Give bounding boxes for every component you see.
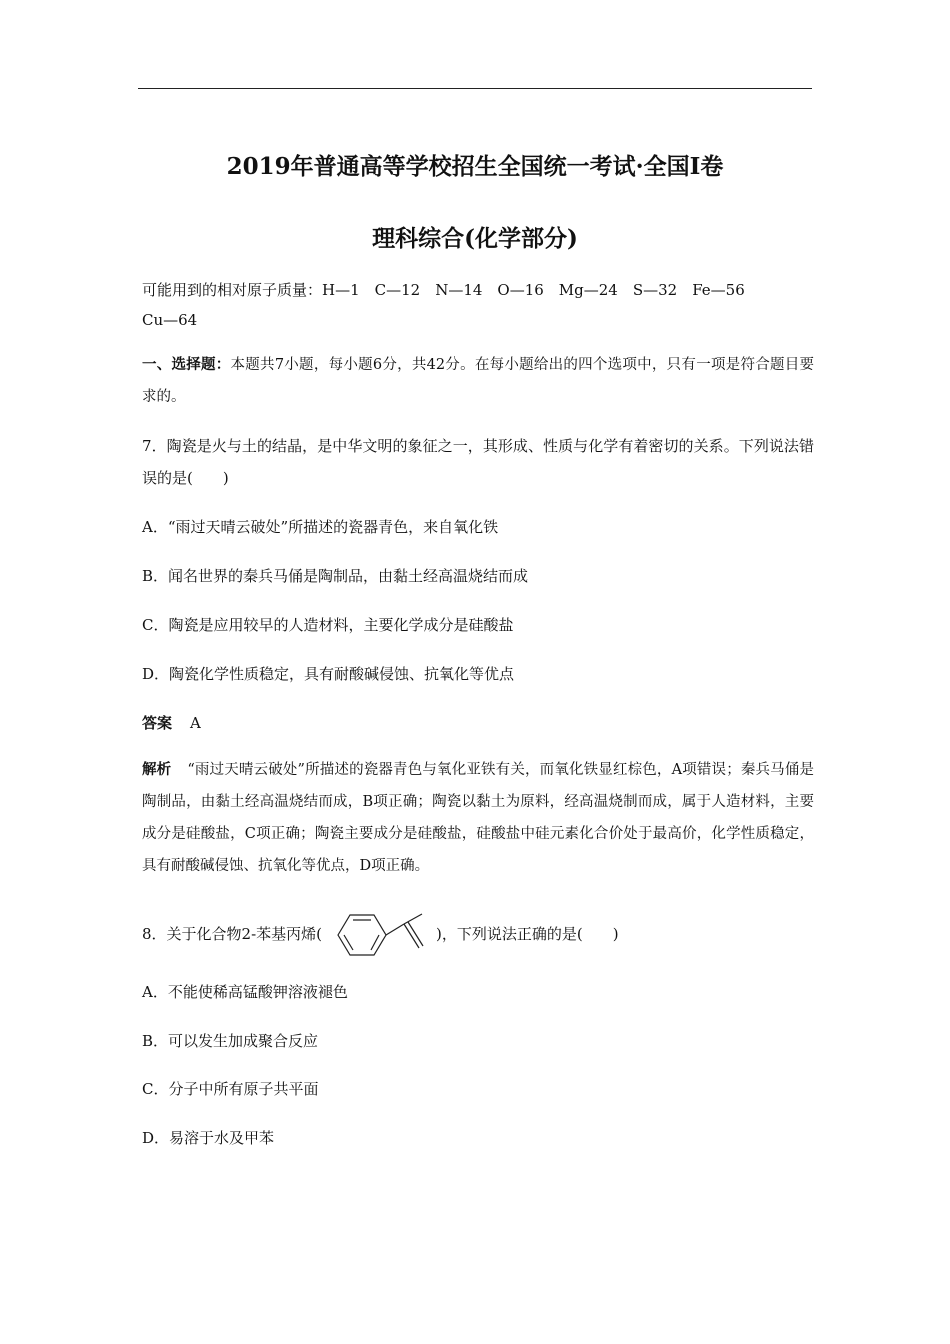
question-8-option-d: D．易溶于水及甲苯	[142, 1129, 275, 1147]
section-label: 一、选择题：	[142, 356, 231, 373]
question-7-answer	[142, 712, 201, 733]
analysis-label: 解析	[142, 761, 172, 778]
section-text: 本题共7小题，每小题6分，共42分。在每小题给出的四个选项中，只有一项是符合题目要求的。	[142, 357, 814, 405]
question-7-option-c: C．陶瓷是应用较早的人造材料，主要化学成分是硅酸盐	[142, 616, 514, 634]
question-7-option-b: B．闻名世界的秦兵马俑是陶制品，由黏土经高温烧结而成	[142, 567, 529, 585]
question-8-option-a: A．不能使稀高锰酸钾溶液褪色	[142, 983, 348, 1001]
top-rule	[138, 88, 812, 89]
page-title: 2019年普通高等学校招生全国统一考试·全国Ⅰ卷	[226, 153, 724, 180]
analysis-text: “雨过天晴云破处”所描述的瓷器青色与氧化亚铁有关，而氧化铁显红棕色，A项错误；秦兵马俑是陶制品，由黏土经高温烧结而成，B项正确；陶瓷以黏土为原料，经高温烧制而成，属于人造材料，主要成分是硅酸盐，C项正确；陶瓷主要成分是硅酸盐，硅酸盐中硅元素化合价处于最高价，化学性质稳定，具有耐酸碱侵蚀、抗氧化等优点，D项正确。	[142, 762, 815, 874]
answer-value: A	[190, 714, 201, 732]
atomic-mass-line-2: Cu—64	[142, 311, 198, 329]
question-8-stem-after: )，下列说法正确的是( )	[436, 925, 619, 943]
atomic-mass-line-1: 可能用到的相对原子质量：H—1 C—12 N—14 O—16 Mg—24 S—32 Fe—56	[142, 281, 745, 299]
question-7-option-a: A．“雨过天晴云破处”所描述的瓷器青色，来自氧化铁	[142, 518, 499, 536]
question-8-option-c: C．分子中所有原子共平面	[142, 1080, 319, 1098]
2-phenylpropene-structure-icon	[324, 910, 434, 960]
answer-label: 答案	[142, 714, 173, 732]
question-8-stem-before: 8．关于化合物2-苯基丙烯(	[142, 925, 323, 943]
question-8-option-b: B．可以发生加成聚合反应	[142, 1032, 319, 1050]
page-subtitle: 理科综合(化学部分)	[372, 225, 578, 252]
question-8-stem	[142, 908, 619, 960]
question-7-option-d: D．陶瓷化学性质稳定，具有耐酸碱侵蚀、抗氧化等优点	[142, 665, 515, 683]
question-7-stem: 7．陶瓷是火与土的结晶，是中华文明的象征之一，其形成、性质与化学有着密切的关系。下列说法错误的是( )	[142, 437, 814, 487]
question-7-analysis	[142, 754, 814, 882]
section-instructions	[142, 349, 814, 413]
